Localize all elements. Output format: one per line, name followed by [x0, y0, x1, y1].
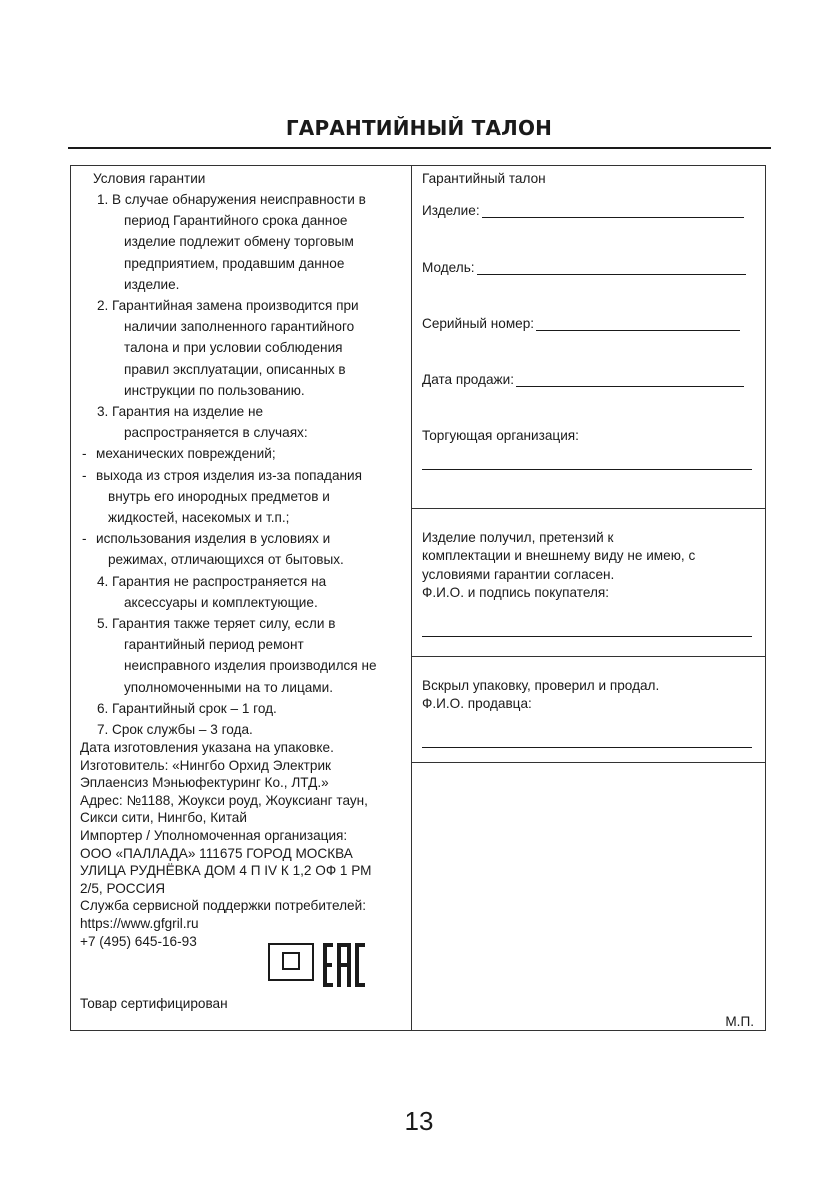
condition-item: [97, 613, 409, 698]
condition-line: инструкции по пользованию.: [124, 382, 305, 398]
section-separator: [412, 762, 765, 763]
product-field[interactable]: [422, 203, 744, 218]
title-rule: [68, 147, 771, 149]
condition-line: аксессуары и комплектующие.: [124, 594, 318, 610]
serial-number-field[interactable]: [422, 316, 740, 331]
buyer-signature-line[interactable]: [422, 636, 752, 637]
condition-line: Гарантия также теряет силу, если в: [112, 616, 336, 632]
condition-line: режимах, отличающихся от бытовых.: [108, 552, 344, 568]
condition-line: предприятием, продавшим данное: [124, 255, 345, 271]
condition-item: [82, 465, 409, 529]
sale-date-field[interactable]: [422, 372, 744, 387]
eac-mark-icon: [322, 941, 366, 989]
condition-number: 2.: [97, 298, 109, 314]
condition-line: внутрь его инородных предметов и: [108, 488, 330, 504]
condition-line: механических повреждений;: [96, 446, 276, 462]
info-line: Изготовитель: «Нингбо Орхид Электрик: [80, 757, 331, 773]
condition-number: 3.: [97, 404, 109, 420]
condition-number: 5.: [97, 616, 109, 632]
trade-org-line[interactable]: [422, 469, 752, 470]
condition-item: [97, 719, 409, 740]
condition-line: период Гарантийного срока данное: [124, 213, 348, 229]
buyer-line: условиями гарантии согласен.: [422, 566, 615, 582]
info-line: Адрес: №1188, Жоукси роуд, Жоуксианг таун,: [80, 792, 368, 808]
condition-line: изделие подлежит обмену торговым: [124, 234, 354, 250]
condition-line: неисправного изделия производился не: [124, 658, 377, 674]
warranty-conditions-column: [71, 166, 411, 1030]
double-insulation-icon: [268, 943, 314, 981]
info-line: Импортер / Уполномоченная организация:: [80, 827, 348, 843]
condition-line: Гарантия на изделие не: [112, 404, 264, 420]
condition-item: [97, 189, 409, 295]
coupon-heading: Гарантийный талон: [422, 171, 546, 186]
info-line: Сикси сити, Нингбо, Китай: [80, 810, 247, 826]
serial-number-line[interactable]: [536, 316, 740, 331]
condition-item: [82, 443, 409, 464]
condition-line: Гарантийная замена производится при: [112, 298, 359, 314]
info-line: УЛИЦА РУДНЁВКА ДОМ 4 П IV К 1,2 ОФ 1 РМ: [80, 863, 372, 879]
buyer-line: Изделие получил, претензий к: [422, 530, 614, 545]
certified-text: Товар сертифицирован: [80, 996, 228, 1011]
info-line: 2/5, РОССИЯ: [80, 880, 166, 896]
product-label: Изделие:: [422, 203, 480, 218]
condition-line: В случае обнаружения неисправности в: [112, 192, 366, 207]
condition-item: [97, 571, 409, 613]
seller-line: Ф.И.О. продавца:: [422, 696, 532, 712]
info-line: ООО «ПАЛЛАДА» 111675 ГОРОД МОСКВА: [80, 845, 353, 861]
seller-signature-line[interactable]: [422, 747, 752, 748]
model-field[interactable]: [422, 260, 746, 275]
buyer-statement: [422, 529, 695, 603]
condition-item: [97, 295, 409, 401]
page-number: 13: [404, 1106, 434, 1136]
condition-number: -: [82, 467, 87, 483]
condition-line: уполномоченными на то лицами.: [124, 679, 334, 695]
condition-number: 7.: [97, 722, 109, 738]
condition-line: правил эксплуатации, описанных в: [124, 361, 346, 377]
condition-item: [97, 401, 409, 443]
condition-line: использования изделия в условиях и: [96, 531, 331, 547]
serial-number-label: Серийный номер:: [422, 316, 535, 331]
condition-line: Гарантийный срок – 1 год.: [112, 700, 277, 716]
seller-statement: [422, 677, 659, 714]
section-separator: [412, 656, 765, 657]
stamp-place-label: М.П.: [725, 1014, 754, 1029]
model-line[interactable]: [477, 260, 746, 275]
conditions-list: [82, 189, 409, 740]
info-line: Эплаенсиз Мэньюфектуринг Ко., ЛТД.»: [80, 775, 329, 791]
info-line: +7 (495) 645-16-93: [80, 933, 197, 949]
condition-line: жидкостей, насекомых и т.п.;: [108, 510, 290, 526]
condition-number: 6.: [97, 700, 109, 716]
condition-number: -: [82, 446, 87, 462]
seller-line: Вскрыл упаковку, проверил и продал.: [422, 678, 660, 693]
condition-line: талона и при условии соблюдения: [124, 340, 343, 356]
condition-line: наличии заполненного гарантийного: [124, 319, 355, 335]
condition-number: 1.: [97, 192, 109, 207]
condition-line: Гарантия не распространяется на: [112, 573, 327, 589]
info-line: https://www.gfgril.ru: [80, 915, 199, 931]
buyer-line: комплектации и внешнему виду не имею, с: [422, 548, 696, 564]
warranty-coupon-column: [412, 166, 765, 1030]
buyer-line: Ф.И.О. и подпись покупателя:: [422, 585, 610, 601]
section-separator: [412, 508, 765, 509]
sale-date-label: Дата продажи:: [422, 372, 515, 387]
info-line: Дата изготовления указана на упаковке.: [80, 740, 334, 755]
condition-item: [82, 528, 409, 570]
trade-org-label: Торгующая организация:: [422, 428, 579, 443]
condition-number: -: [82, 531, 87, 547]
sale-date-line[interactable]: [516, 372, 744, 387]
condition-item: [97, 698, 409, 719]
condition-line: гарантийный период ремонт: [124, 637, 304, 653]
model-label: Модель:: [422, 260, 475, 275]
condition-line: выхода из строя изделия из-за попадания: [96, 467, 363, 483]
condition-line: Срок службы – 3 года.: [112, 722, 253, 738]
conditions-heading: Условия гарантии: [93, 171, 206, 186]
condition-line: изделие.: [124, 276, 180, 292]
info-line: Служба сервисной поддержки потребителей:: [80, 898, 366, 914]
product-line[interactable]: [482, 203, 744, 218]
condition-number: 4.: [97, 573, 109, 589]
condition-line: распространяется в случаях:: [124, 425, 308, 441]
manufacturer-info: [80, 739, 372, 950]
warranty-table: [70, 165, 766, 1031]
page-title: ГАРАНТИЙНЫЙ ТАЛОН: [285, 116, 553, 140]
